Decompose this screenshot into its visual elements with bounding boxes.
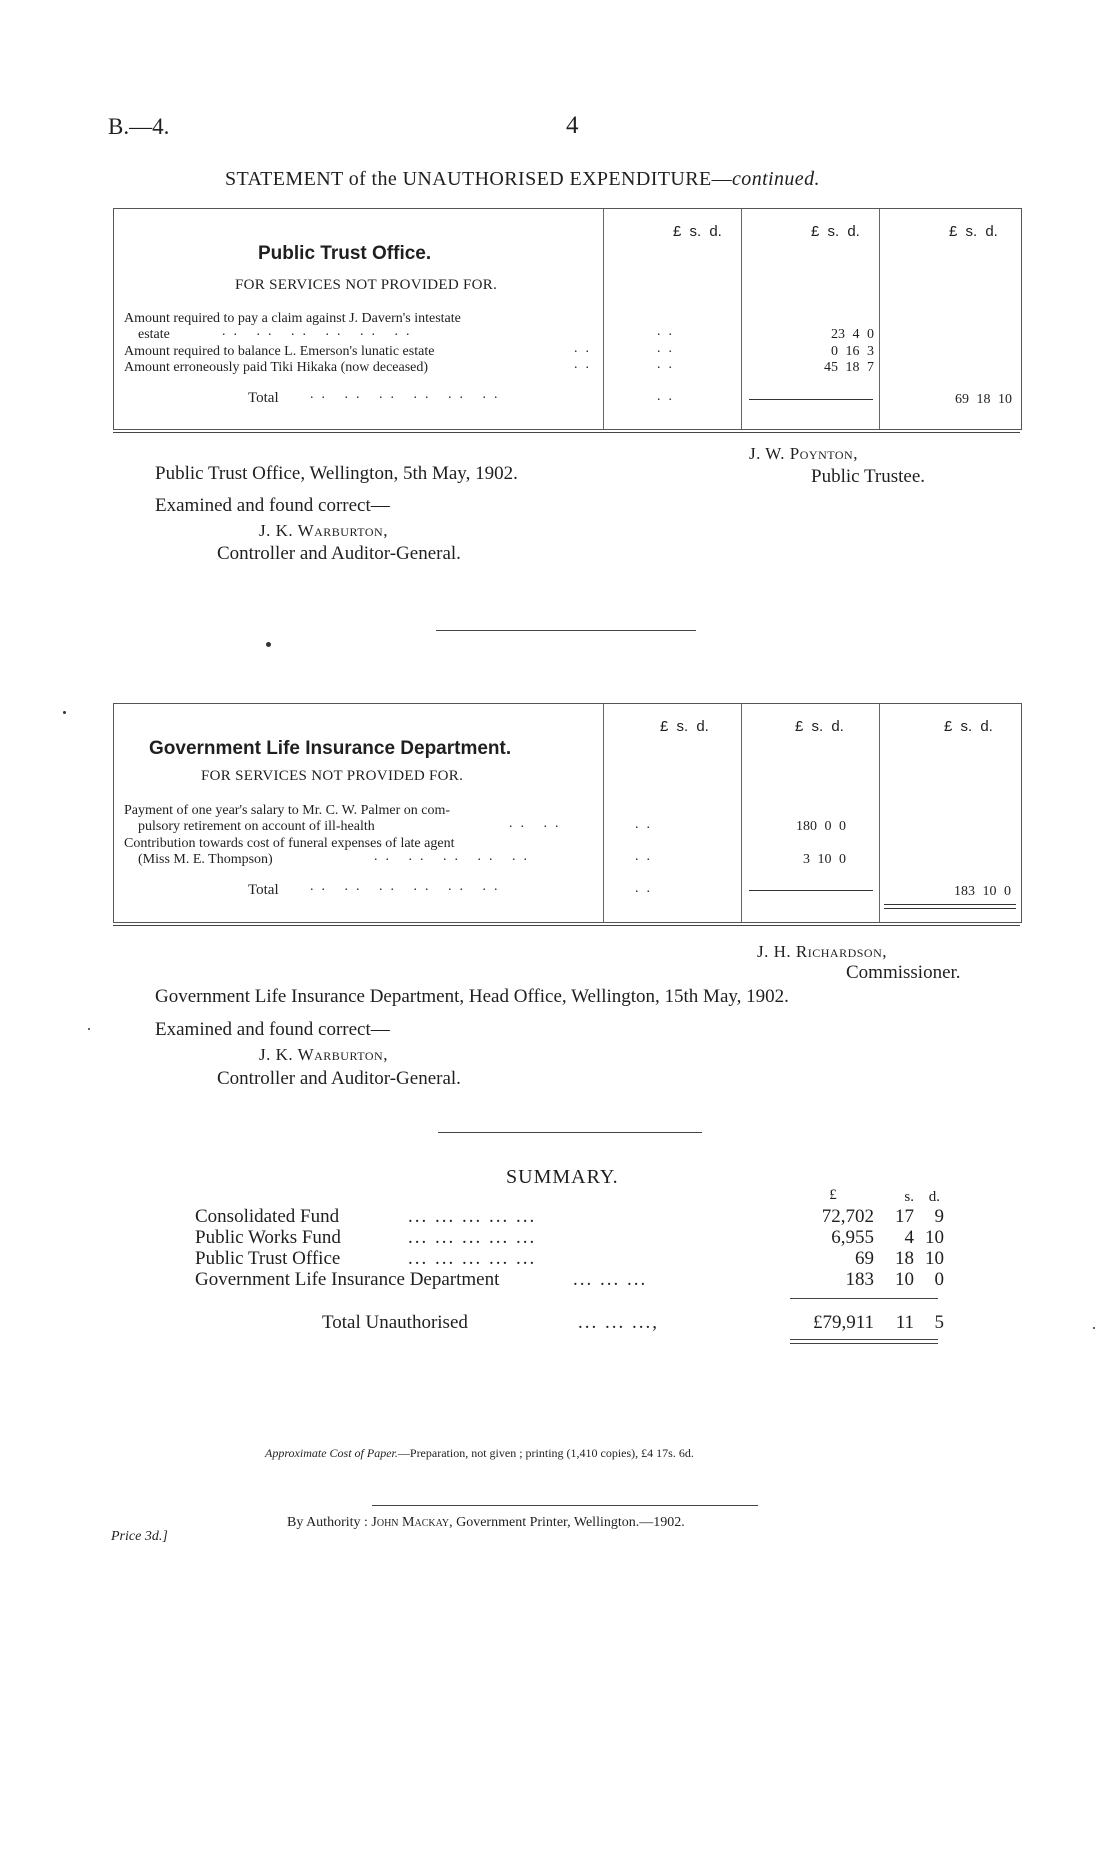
summary-row-pounds: 69 xyxy=(855,1248,874,1269)
document-reference: B.—4. xyxy=(108,114,170,139)
auditor-title: Controller and Auditor-General. xyxy=(217,543,461,564)
item-2-line-2: (Miss M. E. Thompson) xyxy=(138,852,273,867)
summary-row-pence: 10 xyxy=(925,1227,944,1248)
section-divider xyxy=(436,630,696,631)
item-2-line-1: Contribution towards cost of funeral expenses of late agent xyxy=(124,836,455,851)
col-header-1: £ s. d. xyxy=(660,718,709,735)
total-label: Total xyxy=(248,882,279,898)
subheading: FOR SERVICES NOT PROVIDED FOR. xyxy=(201,768,464,784)
place-date: Public Trust Office, Wellington, 5th May, 1902. xyxy=(155,463,518,484)
total-label: Total xyxy=(248,390,279,406)
col-header-2: £ s. d. xyxy=(795,718,844,735)
col-header-2: £ s. d. xyxy=(811,223,860,240)
item-3-line-1: Amount erroneously paid Tiki Hikaka (now deceased) xyxy=(124,360,429,375)
auditor-title: Controller and Auditor-General. xyxy=(217,1068,461,1089)
summary-row-pence: 10 xyxy=(925,1248,944,1269)
summary-col-pounds: £ xyxy=(829,1187,837,1203)
summary-total-shillings: 11 xyxy=(895,1312,914,1333)
price: Price 3d.] xyxy=(111,1529,168,1544)
auditor-name: J. K. Warburton, xyxy=(259,521,388,540)
cost-note-italic: Approximate Cost of Paper. xyxy=(265,1446,398,1460)
item-1-line-1: Payment of one year's salary to Mr. C. W. Palmer on com- xyxy=(124,803,451,818)
cost-note-text: —Preparation, not given ; printing (1,410 copies), £4 17s. 6d. xyxy=(397,1446,694,1460)
summary-col-shillings: s. xyxy=(904,1189,914,1205)
section-divider xyxy=(438,1132,702,1133)
summary-row-pounds: 72,702 xyxy=(821,1206,874,1227)
item-1-line-2: estate xyxy=(138,327,170,342)
place-date: Government Life Insurance Department, Head Office, Wellington, 15th May, 1902. xyxy=(155,986,789,1007)
summary-row-pounds: 6,955 xyxy=(831,1227,874,1248)
page-number: 4 xyxy=(566,112,579,139)
page-title xyxy=(225,168,820,191)
signatory-title: Public Trustee. xyxy=(811,466,926,487)
summary-row-pence: 0 xyxy=(934,1269,944,1290)
summary-row-pounds: 183 xyxy=(845,1269,874,1290)
summary-row-label: Government Life Insurance Department xyxy=(195,1269,500,1290)
summary-row-shillings: 10 xyxy=(895,1269,914,1290)
summary-total-pence: 5 xyxy=(934,1312,944,1333)
title-continued: continued. xyxy=(732,168,820,190)
public-trust-table: £ s. d. £ s. d. £ s. d. Public Trust Office. FOR SERVICES NOT PROVIDED FOR. Amount required to pay a claim against J. Davern's intestate estate .. .. .. .. .. .. .. 23 4 0 Amount required to balance L. Emerson's lunatic estate .. .. 0 16 3 Amount erroneously paid Tiki Hikaka (now deceased) .. .. 45 18 7 Total .. .. .. .. .. .. .. 69 18 10 xyxy=(113,208,1022,430)
department-heading: Public Trust Office. xyxy=(258,243,432,264)
cost-note xyxy=(265,1446,694,1461)
auditor-name: J. K. Warburton, xyxy=(259,1045,388,1064)
subheading: FOR SERVICES NOT PROVIDED FOR. xyxy=(235,277,498,293)
item-1-amount: 23 4 0 xyxy=(831,327,874,342)
col-header-3: £ s. d. xyxy=(944,718,993,735)
item-2-amount: 3 10 0 xyxy=(803,852,846,867)
summary-total-pounds: £79,911 xyxy=(812,1312,874,1333)
item-2-amount: 0 16 3 xyxy=(831,344,874,359)
summary-total-label: Total Unauthorised xyxy=(322,1312,468,1333)
signatory-title: Commissioner. xyxy=(846,962,961,983)
item-2-line-1: Amount required to balance L. Emerson's lunatic estate xyxy=(124,344,435,359)
signatory-name: J. W. Poynton, xyxy=(749,444,858,463)
printer-authority xyxy=(287,1515,685,1531)
total-amount: 69 18 10 xyxy=(955,392,1012,407)
life-insurance-table: £ s. d. £ s. d. £ s. d. Government Life Insurance Department. FOR SERVICES NOT PROVIDED FOR. Payment of one year's salary to Mr. C. W. Palmer on com- pulsory retirement on account of ill-health .. .. .. 180 0 0 Contribution towards cost of funeral expenses of late agent (Miss M. E. Thompson) .. .. .. .. .. .. 3 10 0 Total .. .. .. .. .. .. .. 183 10 0 xyxy=(113,703,1022,923)
item-1-line-2: pulsory retirement on account of ill-health xyxy=(138,819,375,834)
signatory-name: J. H. Richardson, xyxy=(757,942,887,961)
title-main: STATEMENT of the UNAUTHORISED EXPENDITURE— xyxy=(225,168,733,190)
summary-row-pence: 9 xyxy=(934,1206,944,1227)
authority-text: Government Printer, Wellington.—1902. xyxy=(456,1515,685,1530)
item-1-line-1: Amount required to pay a claim against J. Davern's intestate xyxy=(124,311,461,326)
item-3-amount: 45 18 7 xyxy=(824,360,874,375)
summary-row-label: Consolidated Fund xyxy=(195,1206,340,1227)
authority-prefix: By Authority : xyxy=(287,1515,368,1530)
summary-row-label: Public Works Fund xyxy=(195,1227,341,1248)
summary-row-shillings: 18 xyxy=(895,1248,914,1269)
department-heading: Government Life Insurance Department. xyxy=(149,738,512,759)
total-amount: 183 10 0 xyxy=(954,884,1011,899)
col-header-3: £ s. d. xyxy=(949,223,998,240)
summary-row-shillings: 4 xyxy=(904,1227,914,1248)
summary-title: SUMMARY. xyxy=(506,1166,619,1188)
col-header-1: £ s. d. xyxy=(673,223,722,240)
item-1-amount: 180 0 0 xyxy=(796,819,846,834)
examined-note: Examined and found correct— xyxy=(155,1019,390,1040)
printer-name: John Mackay, xyxy=(371,1515,453,1530)
summary-row-shillings: 17 xyxy=(895,1206,914,1227)
summary-col-pence: d. xyxy=(928,1189,940,1205)
summary-row-label: Public Trust Office xyxy=(195,1248,341,1269)
examined-note: Examined and found correct— xyxy=(155,495,390,516)
